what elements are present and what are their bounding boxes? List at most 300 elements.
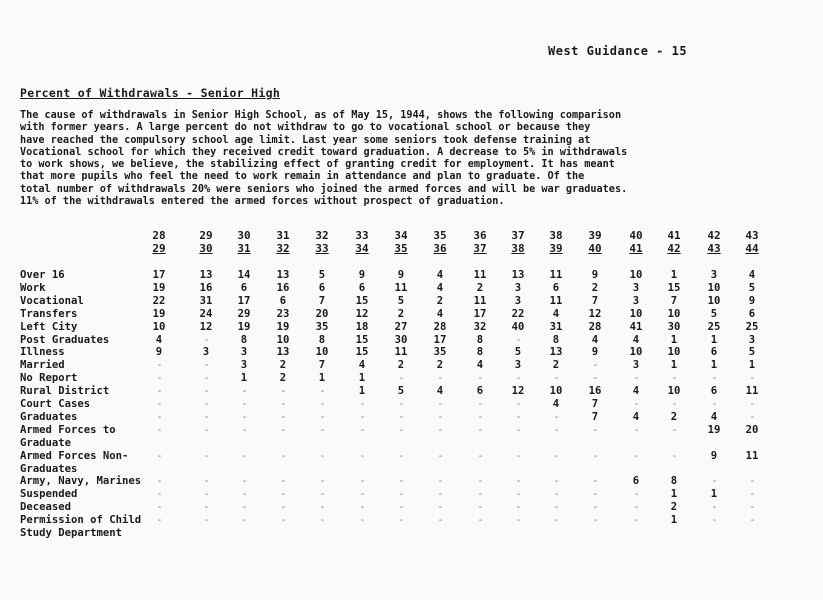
table-cell: 16: [588, 385, 602, 398]
table-row: [20, 385, 820, 398]
table-cell: -: [437, 398, 443, 410]
table-cell: 10: [707, 281, 721, 294]
table-cell: -: [592, 372, 598, 385]
table-cell: 17: [473, 307, 487, 320]
table-cell: 31: [199, 294, 213, 307]
table-cell: 3: [240, 359, 248, 372]
table-cell: -: [241, 449, 247, 462]
year-end: 29: [152, 242, 166, 255]
table-row: [20, 308, 820, 321]
table-cell: 8: [670, 475, 678, 488]
table-row: [20, 527, 820, 540]
table-cell: 2: [279, 359, 287, 372]
table-cell: 11: [549, 294, 563, 307]
table-cell: -: [749, 398, 755, 410]
row-label: Deceased: [20, 501, 72, 514]
table-cell: -: [203, 372, 209, 385]
table-cell: -: [359, 488, 365, 501]
table-cell: 7: [318, 359, 326, 372]
table-cell: -: [515, 333, 521, 346]
table-cell: -: [156, 423, 162, 436]
table-cell: 8: [318, 333, 326, 346]
table-cell: 25: [745, 320, 759, 333]
table-cell: -: [203, 333, 209, 346]
table-cell: -: [515, 423, 521, 436]
table-cell: -: [477, 372, 483, 385]
year-header: [428, 229, 452, 255]
table-cell: -: [592, 423, 598, 436]
table-row: [20, 321, 820, 334]
table-row: [20, 269, 820, 282]
table-cell: -: [515, 514, 521, 527]
table-cell: 1: [670, 333, 678, 346]
table-cell: -: [553, 449, 559, 462]
table-cell: 1: [710, 359, 718, 372]
table-cell: 4: [436, 281, 444, 294]
table-cell: -: [398, 488, 404, 501]
table-cell: 10: [152, 320, 166, 333]
year-end: 40: [588, 242, 602, 255]
table-cell: 10: [667, 385, 681, 398]
table-cell: 23: [276, 307, 290, 320]
table-cell: 5: [397, 385, 405, 398]
year-end: 33: [315, 242, 329, 255]
table-cell: 1: [670, 359, 678, 372]
table-cell: -: [398, 398, 404, 410]
year-header: [468, 229, 492, 255]
table-cell: 22: [511, 307, 525, 320]
table-cell: 10: [315, 346, 329, 359]
table-cell: 2: [476, 281, 484, 294]
table-cell: -: [437, 372, 443, 385]
year-header: [583, 229, 607, 255]
row-label: Army, Navy, Marines: [20, 475, 142, 488]
table-cell: 3: [514, 294, 522, 307]
table-cell: 12: [588, 307, 602, 320]
table-cell: 17: [152, 269, 166, 281]
table-cell: -: [241, 475, 247, 488]
table-cell: 10: [629, 346, 643, 359]
table-cell: -: [156, 501, 162, 514]
table-row: [20, 411, 820, 424]
table-cell: -: [437, 514, 443, 527]
table-cell: 2: [397, 359, 405, 372]
table-cell: 5: [514, 346, 522, 359]
table-cell: 25: [707, 320, 721, 333]
year-start: 38: [549, 229, 563, 242]
row-label: Graduates: [20, 462, 78, 475]
table-cell: 20: [745, 423, 759, 436]
row-label: Graduates: [20, 410, 78, 423]
table-row: [20, 295, 820, 308]
table-cell: 4: [632, 385, 640, 398]
year-header: [506, 229, 530, 255]
table-cell: 3: [514, 359, 522, 372]
table-cell: -: [711, 372, 717, 385]
table-cell: 19: [707, 423, 721, 436]
table-cell: 2: [670, 501, 678, 514]
table-cell: -: [592, 501, 598, 514]
table-cell: -: [398, 501, 404, 514]
table-cell: 6: [318, 281, 326, 294]
table-cell: 1: [710, 488, 718, 501]
table-cell: 10: [549, 385, 563, 398]
table-cell: -: [319, 423, 325, 436]
table-cell: 6: [632, 475, 640, 488]
table-cell: -: [553, 514, 559, 527]
table-cell: -: [280, 501, 286, 514]
table-cell: -: [477, 410, 483, 423]
table-cell: -: [477, 398, 483, 410]
year-end: 36: [433, 242, 447, 255]
year-start: 30: [237, 229, 251, 242]
year-end: 35: [394, 242, 408, 255]
table-cell: 6: [279, 294, 287, 307]
table-cell: 3: [748, 333, 756, 346]
table-cell: -: [156, 488, 162, 501]
table-cell: -: [319, 501, 325, 514]
row-label: Transfers: [20, 307, 78, 320]
table-cell: -: [203, 488, 209, 501]
year-start: 40: [629, 229, 643, 242]
table-cell: -: [398, 514, 404, 527]
table-cell: -: [241, 514, 247, 527]
table-row: [20, 359, 820, 372]
table-cell: -: [398, 372, 404, 385]
table-row: [20, 398, 820, 411]
table-cell: 1: [318, 372, 326, 385]
table-cell: 3: [514, 281, 522, 294]
table-cell: 35: [433, 346, 447, 359]
table-cell: 15: [667, 281, 681, 294]
table-cell: -: [203, 475, 209, 488]
table-cell: 4: [155, 333, 163, 346]
table-cell: 2: [591, 281, 599, 294]
table-cell: 10: [667, 307, 681, 320]
table-cell: 11: [745, 449, 759, 462]
table-cell: 14: [237, 269, 251, 281]
table-cell: -: [515, 372, 521, 385]
row-label: Work: [20, 281, 46, 294]
table-cell: -: [633, 488, 639, 501]
table-cell: -: [203, 410, 209, 423]
table-cell: 17: [433, 333, 447, 346]
table-cell: 2: [436, 294, 444, 307]
table-cell: -: [477, 501, 483, 514]
year-header: [624, 229, 648, 255]
table-cell: 1: [670, 514, 678, 527]
table-cell: 28: [588, 320, 602, 333]
table-cell: 4: [591, 333, 599, 346]
table-cell: 13: [276, 346, 290, 359]
table-cell: 6: [240, 281, 248, 294]
table-row: [20, 334, 820, 347]
table-cell: 4: [632, 410, 640, 423]
table-row: [20, 475, 820, 488]
table-cell: 6: [748, 307, 756, 320]
table-cell: 2: [397, 307, 405, 320]
table-cell: 29: [237, 307, 251, 320]
year-start: 43: [745, 229, 759, 242]
page-header: West Guidance - 15: [548, 44, 688, 58]
table-cell: 11: [745, 385, 759, 398]
paragraph-line: have reached the compulsory school age limit. Last year some seniors took defense training at: [20, 134, 591, 146]
row-label: Over 16: [20, 269, 65, 281]
paragraph-line: to work shows, we believe, the stabilizing effect of granting credit for employment. It has meant: [20, 159, 615, 171]
table-cell: 20: [315, 307, 329, 320]
year-end: 34: [355, 242, 369, 255]
table-cell: 7: [591, 398, 599, 410]
table-cell: 7: [318, 294, 326, 307]
table-cell: -: [671, 372, 677, 385]
table-cell: -: [319, 475, 325, 488]
table-cell: -: [633, 398, 639, 410]
table-cell: 1: [240, 372, 248, 385]
table-cell: -: [398, 423, 404, 436]
row-label: Armed Forces Non-: [20, 449, 129, 462]
table-cell: 1: [670, 269, 678, 281]
table-cell: 12: [199, 320, 213, 333]
table-cell: -: [592, 514, 598, 527]
table-cell: 2: [670, 410, 678, 423]
year-header: [271, 229, 295, 255]
table-cell: 10: [707, 294, 721, 307]
table-cell: 13: [199, 269, 213, 281]
table-cell: 9: [397, 269, 405, 281]
table-cell: -: [553, 501, 559, 514]
table-row: [20, 501, 820, 514]
table-cell: 30: [394, 333, 408, 346]
table-cell: -: [280, 423, 286, 436]
table-cell: 4: [436, 307, 444, 320]
table-cell: -: [633, 449, 639, 462]
table-cell: -: [156, 449, 162, 462]
table-cell: -: [633, 372, 639, 385]
year-start: 42: [707, 229, 721, 242]
table-cell: -: [359, 423, 365, 436]
table-cell: 11: [394, 346, 408, 359]
table-cell: 4: [358, 359, 366, 372]
table-cell: -: [280, 449, 286, 462]
table-row: [20, 463, 820, 476]
table-cell: -: [749, 410, 755, 423]
table-cell: 31: [549, 320, 563, 333]
year-header: [544, 229, 568, 255]
paragraph-line: 11% of the withdrawals entered the armed forces without prospect of graduation.: [20, 196, 505, 208]
table-cell: -: [711, 501, 717, 514]
table-cell: 9: [155, 346, 163, 359]
table-cell: 28: [433, 320, 447, 333]
table-cell: 9: [358, 269, 366, 281]
table-cell: 1: [748, 359, 756, 372]
year-start: 32: [315, 229, 329, 242]
table-cell: -: [203, 423, 209, 436]
table-cell: -: [711, 398, 717, 410]
table-cell: 1: [358, 385, 366, 398]
table-cell: -: [241, 398, 247, 410]
table-cell: 8: [240, 333, 248, 346]
table-cell: 11: [549, 269, 563, 281]
paragraph-line: The cause of withdrawals in Senior High School, as of May 15, 1944, shows the following comparison: [20, 110, 622, 121]
row-label: Court Cases: [20, 398, 91, 410]
table-cell: 4: [552, 307, 560, 320]
table-cell: -: [359, 514, 365, 527]
table-cell: 5: [318, 269, 326, 281]
year-end: 43: [707, 242, 721, 255]
table-cell: 4: [632, 333, 640, 346]
table-cell: 12: [355, 307, 369, 320]
year-start: 29: [199, 229, 213, 242]
table-cell: -: [359, 398, 365, 410]
table-cell: 27: [394, 320, 408, 333]
table-cell: -: [319, 488, 325, 501]
row-label: Graduate: [20, 436, 72, 449]
year-end: 39: [549, 242, 563, 255]
table-cell: -: [156, 359, 162, 372]
table-row: [20, 488, 820, 501]
table-cell: 5: [748, 346, 756, 359]
table-cell: 15: [355, 294, 369, 307]
table-cell: -: [398, 449, 404, 462]
table-cell: -: [515, 488, 521, 501]
table-cell: 18: [355, 320, 369, 333]
table-row: [20, 282, 820, 295]
table-cell: -: [319, 385, 325, 398]
table-cell: 16: [199, 281, 213, 294]
table-cell: -: [749, 488, 755, 501]
table-cell: -: [515, 475, 521, 488]
table-cell: -: [437, 488, 443, 501]
table-row: [20, 372, 820, 385]
table-cell: -: [437, 501, 443, 514]
row-label: Study Department: [20, 527, 123, 539]
row-label: Left City: [20, 320, 78, 333]
row-label: No Report: [20, 372, 78, 385]
year-end: 30: [199, 242, 213, 255]
table-cell: -: [156, 385, 162, 398]
table-cell: -: [515, 501, 521, 514]
table-cell: 8: [552, 333, 560, 346]
table-cell: 3: [632, 294, 640, 307]
table-cell: 5: [748, 281, 756, 294]
table-cell: 4: [552, 398, 560, 410]
table-cell: 8: [476, 346, 484, 359]
table-cell: 10: [667, 346, 681, 359]
table-cell: -: [671, 398, 677, 410]
table-cell: 7: [591, 294, 599, 307]
table-cell: 6: [552, 281, 560, 294]
table-cell: -: [477, 449, 483, 462]
table-cell: -: [592, 475, 598, 488]
table-cell: 1: [710, 333, 718, 346]
table-cell: 22: [152, 294, 166, 307]
year-start: 33: [355, 229, 369, 242]
table-cell: -: [398, 475, 404, 488]
table-cell: 9: [591, 269, 599, 281]
table-cell: 4: [436, 269, 444, 281]
table-cell: -: [359, 410, 365, 423]
table-cell: -: [156, 398, 162, 410]
table-cell: 10: [276, 333, 290, 346]
row-label: Rural District: [20, 385, 110, 398]
table-cell: 12: [511, 385, 525, 398]
table-cell: -: [241, 423, 247, 436]
table-cell: 3: [632, 359, 640, 372]
table-cell: -: [437, 410, 443, 423]
table-cell: 7: [670, 294, 678, 307]
table-cell: -: [203, 385, 209, 398]
table-cell: 3: [240, 346, 248, 359]
year-header: [389, 229, 413, 255]
table-cell: 4: [436, 385, 444, 398]
paragraph-line: Vocational school for which they received credit toward graduation. A decrease to 5% in withdrawals: [20, 146, 628, 158]
table-cell: -: [280, 410, 286, 423]
table-cell: -: [477, 475, 483, 488]
table-cell: 8: [476, 333, 484, 346]
year-end: 42: [667, 242, 681, 255]
year-header: [662, 229, 686, 255]
paragraph-line: with former years. A large percent do not withdraw to go to vocational school or because they: [20, 122, 591, 134]
row-label: Suspended: [20, 488, 78, 501]
year-start: 39: [588, 229, 602, 242]
table-cell: 5: [710, 307, 718, 320]
table-cell: 35: [315, 320, 329, 333]
table-cell: -: [749, 501, 755, 514]
table-cell: -: [553, 372, 559, 385]
table-cell: -: [203, 514, 209, 527]
table-cell: 30: [667, 320, 681, 333]
table-cell: 13: [549, 346, 563, 359]
table-cell: -: [241, 410, 247, 423]
table-cell: -: [437, 449, 443, 462]
table-cell: -: [156, 475, 162, 488]
table-cell: 13: [511, 269, 525, 281]
table-cell: 40: [511, 320, 525, 333]
table-cell: -: [359, 475, 365, 488]
table-cell: -: [515, 449, 521, 462]
year-header: [740, 229, 764, 255]
table-cell: 4: [710, 410, 718, 423]
table-cell: -: [515, 398, 521, 410]
year-end: 38: [511, 242, 525, 255]
row-label: Post Graduates: [20, 333, 110, 346]
table-cell: -: [592, 359, 598, 372]
table-cell: -: [156, 410, 162, 423]
table-cell: -: [553, 488, 559, 501]
year-end: 31: [237, 242, 251, 255]
year-header: [702, 229, 726, 255]
table-cell: 1: [358, 372, 366, 385]
table-cell: 19: [152, 307, 166, 320]
table-cell: 5: [397, 294, 405, 307]
table-cell: 19: [237, 320, 251, 333]
table-cell: 6: [358, 281, 366, 294]
table-cell: 32: [473, 320, 487, 333]
table-cell: 11: [394, 281, 408, 294]
table-cell: -: [241, 385, 247, 398]
table-cell: -: [359, 501, 365, 514]
table-cell: -: [280, 385, 286, 398]
year-header: [350, 229, 374, 255]
table-cell: 13: [276, 269, 290, 281]
table-cell: -: [633, 501, 639, 514]
table-cell: -: [477, 514, 483, 527]
table-cell: -: [437, 475, 443, 488]
table-cell: -: [671, 449, 677, 462]
table-cell: 9: [710, 449, 718, 462]
row-label: Illness: [20, 346, 65, 359]
row-label: Permission of Child: [20, 514, 142, 527]
